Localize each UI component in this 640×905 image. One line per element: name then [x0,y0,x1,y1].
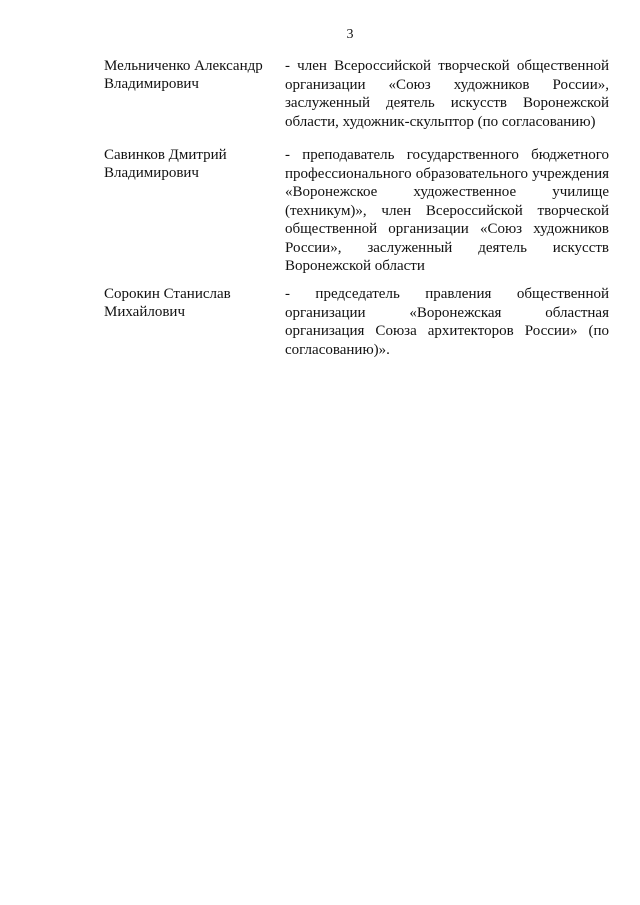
member-surname-first-name: Савинков Дмитрий [104,147,227,163]
member-name [104,146,274,182]
member-name [104,57,274,93]
member-surname-first-name: Мельниченко Александр [104,58,263,74]
member-description: - преподаватель государственного бюджетного профессионального образовательного учреждения «Воронежское художественное училище (техникум)», член Всероссийской творческой общественной организации «Союз художников России», заслуженный деятель искусств Воронежской области [285,147,609,274]
member-surname-first-name: Сорокин Станислав [104,286,231,302]
member-description: - председатель правления общественной организации «Воронежская областная организация Союза архитекторов России» (по согласованию)». [285,286,609,358]
member-name [104,285,274,321]
page-number: 3 [346,27,354,42]
member-description: - член Всероссийской творческой общественной организации «Союз художников России», заслуженный деятель искусств Воронежской области, художник-скульптор (по согласованию) [285,58,609,130]
member-patronymic: Михайлович [104,304,185,320]
member-patronymic: Владимирович [104,165,199,181]
member-patronymic: Владимирович [104,76,199,92]
